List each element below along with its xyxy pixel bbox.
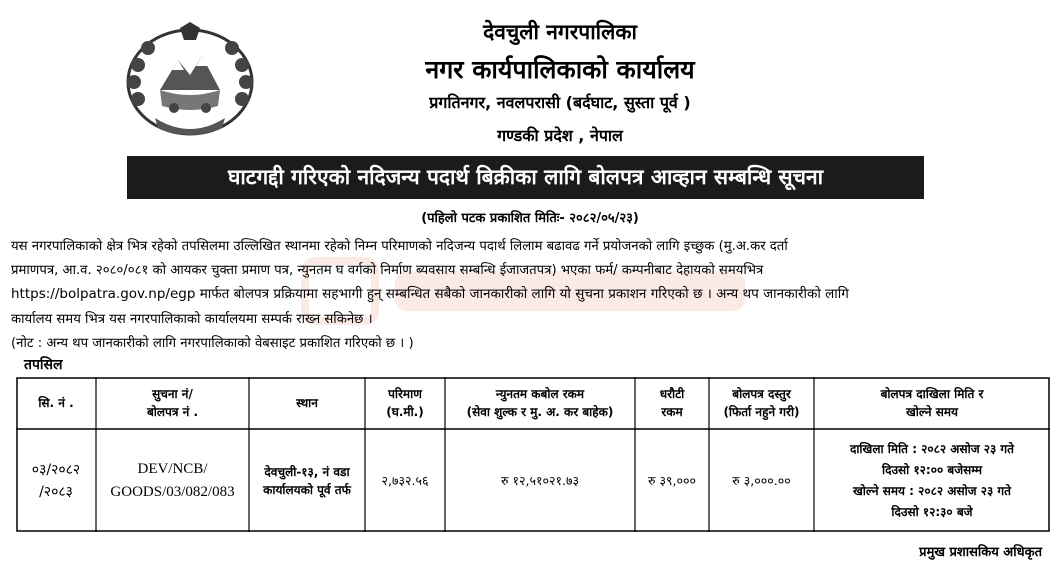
office-name: नगर कार्यपालिकाको कार्यालय bbox=[425, 55, 695, 84]
row-location: देवचुली-१३, नं वडा कार्यालयको पूर्व तर्फ bbox=[263, 464, 351, 497]
municipality-name: देवचुली नगरपालिका bbox=[483, 20, 637, 44]
annex-label: तपसिल bbox=[24, 357, 63, 373]
body-note: (नोट : अन्य थप जानकारीको लागि नगरपालिकाको वेबसाइट प्रकाशित गरिएको छ । ) bbox=[11, 336, 414, 351]
body-line-4: कार्यालय समय भित्र यस नगरपालिकाको कार्यालयमा सम्पर्क राख्न सकिनेछ । bbox=[11, 312, 373, 327]
row-quantity: २,७३२.५६ bbox=[381, 472, 429, 488]
header-fee: बोलपत्र दस्तुर (फिर्ता नहुने गरी) bbox=[723, 387, 800, 419]
signature-designation: प्रमुख प्रशासकिय अधिकृत bbox=[919, 545, 1042, 560]
row-deposit: रु ३९,००० bbox=[648, 472, 696, 488]
body-line-1: यस नगरपालिकाको क्षेत्र भित्र रहेको तपसिलमा उल्लिखित स्थानमा रहेको निम्न परिमाणको नदिजन्य पदार्थ लिलाम बढावढ गर्ने प्रयोजनको लागि इच्छुक (मु.अ.कर दर्ता bbox=[11, 239, 788, 254]
header-submission: बोलपत्र दाखिला मिति र खोल्ने समय bbox=[880, 387, 984, 419]
row-min-bid: रु १२,५१०२१.७३ bbox=[501, 472, 579, 488]
header-serial: सि. नं . bbox=[38, 396, 74, 410]
header-deposit: धरौटी रकम bbox=[659, 387, 685, 419]
body-line-3: https://bolpatra.gov.np/egp मार्फत बोलपत्र प्रक्रियामा सहभागी हुन् सम्बन्धित सबैको जानकारीको लागि यो सुचना प्रकाशन गरिएको छ । अन्य थप जानकारीको लागि bbox=[11, 286, 849, 302]
row-fee: रु ३,०००.०० bbox=[732, 472, 791, 488]
body-line-2: प्रमाणपत्र, आ.व. २०८०/०८१ को आयकर चुक्ता प्रमाण पत्र, न्युनतम घ वर्गको निर्माण ब्यवसाय सम्बन्धि ईजाजतपत्र) भएका फर्म/ कम्पनीबाट देहायको समयभित्र bbox=[11, 263, 764, 278]
header-location: स्थान bbox=[296, 396, 318, 410]
row-notice-no: DEV/NCB/ GOODS/03/082/083 bbox=[110, 460, 235, 500]
notice-title-banner: घाटगद्दी गरिएको नदिजन्य पदार्थ बिक्रीका लागि बोलपत्र आव्हान सम्बन्धि सूचना bbox=[127, 156, 924, 199]
header-min-bid: न्युनतम कबोल रकम (सेवा शुल्क र मु. अ. कर बाहेक) bbox=[466, 387, 614, 419]
province-line: गण्डकी प्रदेश , नेपाल bbox=[497, 126, 623, 145]
nepal-emblem-icon bbox=[120, 20, 260, 142]
row-submission: दाखिला मिति : २०८२ असोज २३ गते दिउसो १२:०० बजेसम्म खोल्ने समय : २०८२ असोज २३ गते दिउसो १२:३० बजे bbox=[849, 441, 1015, 519]
publish-date: (पहिलो पटक प्रकाशित मितिः- २०८२/०५/२३) bbox=[421, 211, 639, 226]
header-quantity: परिमाण (घ.मी.) bbox=[386, 387, 424, 419]
office-address: प्रगतिनगर, नवलपरासी (बर्दघाट, सुस्ता पूर्व ) bbox=[429, 93, 691, 112]
row-serial: ०३/२०८२ /२०८३ bbox=[31, 461, 81, 500]
header-notice-no: सुचना नं/ बोलपत्र नं . bbox=[146, 387, 199, 419]
tender-table bbox=[16, 377, 1050, 532]
